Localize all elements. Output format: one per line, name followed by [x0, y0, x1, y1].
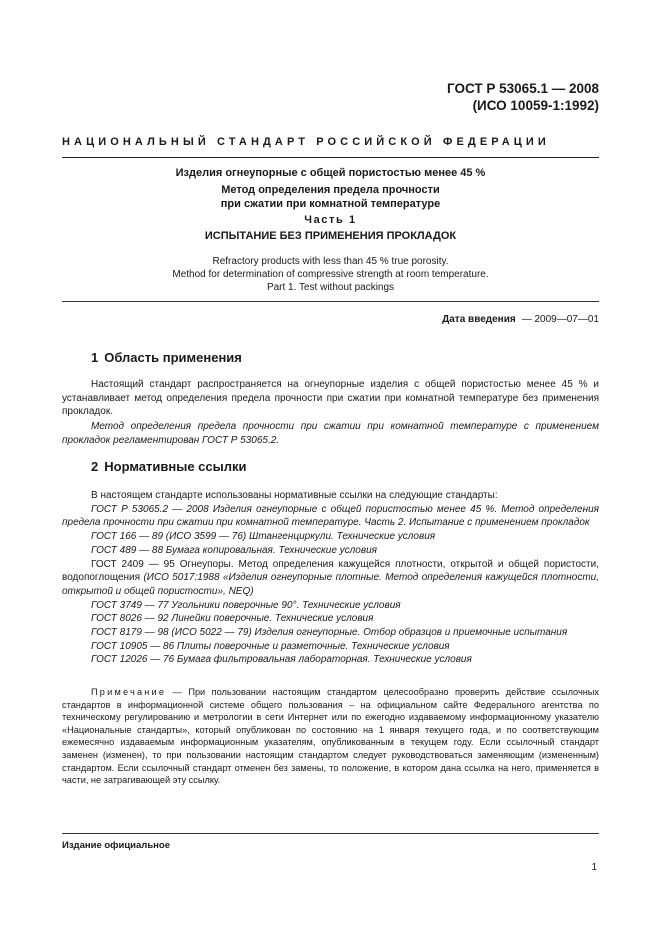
reference-item: ГОСТ Р 53065.2 — 2008 Изделия огнеупорные с общей пористостью менее 45 %. Метод определения предела прочности при сжатии при комнатной температуре. Часть 2. Испытание с применением прокладок: [62, 503, 599, 529]
section-2-title: Нормативные ссылки: [104, 459, 247, 474]
section-1-paragraph-1: Настоящий стандарт распространяется на огнеупорные изделия с общей пористостью менее 45 % и устанавливает метод определения предела прочности при сжатии при комнатной температуре без применения прокладок.: [62, 379, 599, 418]
reference-item: ГОСТ 12026 — 76 Бумага фильтровальная лабораторная. Технические условия: [91, 654, 472, 666]
section-1-paragraph-2: Метод определения предела прочности при сжатии при комнатной температуре с применением прокладок регламентирован ГОСТ Р 53065.2.: [62, 421, 599, 446]
reference-2409-iso: (ИСО 5017:1988 «Изделия огнеупорные плотные. Метод определения кажущейся плотности, открытой и общей пористости», NEQ): [62, 572, 599, 597]
part-title: ИСПЫТАНИЕ БЕЗ ПРИМЕНЕНИЯ ПРОКЛАДОК: [204, 230, 457, 242]
title-divider: [62, 301, 599, 302]
reference-2409-main: ГОСТ 2409 — 95 Огнеупоры. Метод определения кажущейся плотности, открытой и общей пористости, водопоглощения: [62, 558, 599, 584]
section-2-heading: [91, 459, 246, 474]
title-en-line-3: Part 1. Test without packings: [266, 282, 395, 293]
reference-item: ГОСТ 8179 — 98 (ИСО 5022 — 79) Изделия огнеупорные. Отбор образцов и приемочные испытания: [91, 627, 568, 639]
note-block: [62, 686, 599, 787]
iso-reference: (ИСО 10059-1:1992): [472, 98, 599, 113]
title-line-1: Изделия огнеупорные с общей пористостью менее 45 %: [175, 167, 486, 179]
intro-date-label: Дата введения: [442, 314, 516, 325]
title-en-line-1: Refractory products with less than 45 % true porosity.: [212, 256, 449, 267]
section-2-intro: В настоящем стандарте использованы нормативные ссылки на следующие стандарты:: [91, 490, 498, 501]
standard-code: [447, 80, 599, 114]
section-2-number: 2: [91, 459, 99, 474]
section-1-number: 1: [91, 350, 99, 365]
section-2-body: [62, 489, 599, 667]
standard-number: ГОСТ Р 53065.1 — 2008: [447, 81, 599, 96]
title-en-line-2: Method for determination of compressive strength at room temperature.: [172, 269, 489, 280]
section-1-heading: [91, 350, 242, 365]
reference-item-2409: [62, 558, 599, 599]
note-label: Примечание: [91, 687, 167, 697]
national-standard-banner: НАЦИОНАЛЬНЫЙ СТАНДАРТ РОССИЙСКОЙ ФЕДЕРАЦИИ: [62, 136, 550, 148]
page-number: 1: [591, 862, 597, 873]
title-line-2: Метод определения предела прочности: [221, 184, 440, 196]
reference-item: ГОСТ 166 — 89 (ИСО 3599 — 76) Штангенциркули. Технические условия: [91, 531, 436, 543]
title-line-3: при сжатии при комнатной температуре: [220, 198, 441, 210]
note-paragraph: [62, 686, 599, 787]
note-text: — При пользовании настоящим стандартом целесообразно проверить действие ссылочных стандартов в информационной системе общего пользования – на официальном сайте Федерального агентства по техническому регулированию и метрологии в сети Интернет или по ежегодно издаваемому информационному указателю «Национальные стандарты», который опубликован по состоянию на 1 января текущего года, и по соответствующим ежемесячно издаваемым информационным указателям, опубликованным в текущем году. Если ссылочный стандарт заменен (изменен), то при пользовании настоящим стандартом следует руководствоваться заменяющим (измененным) стандартом. Если ссылочный стандарт отменен без замены, то положение, в котором дана ссылка на него, применяется в части, не затрагивающей эту ссылку.: [62, 687, 599, 786]
section-1-title: Область применения: [104, 350, 242, 365]
reference-item: ГОСТ 10905 — 86 Плиты поверочные и разметочные. Технические условия: [91, 640, 450, 652]
part-number: Часть 1: [304, 214, 357, 226]
intro-date-value: — 2009—07—01: [521, 314, 599, 325]
header-divider: [62, 157, 599, 158]
reference-item: ГОСТ 489 — 88 Бумага копировальная. Технические условия: [91, 544, 377, 556]
footer-divider: [62, 833, 599, 834]
reference-item: ГОСТ 8026 — 92 Линейки поверочные. Технические условия: [91, 613, 374, 625]
reference-item: ГОСТ 3749 — 77 Угольники поверочные 90°. Технические условия: [91, 599, 401, 611]
intro-date: [442, 314, 599, 325]
section-1-body: [62, 378, 599, 448]
official-edition-label: Издание официальное: [62, 840, 170, 851]
